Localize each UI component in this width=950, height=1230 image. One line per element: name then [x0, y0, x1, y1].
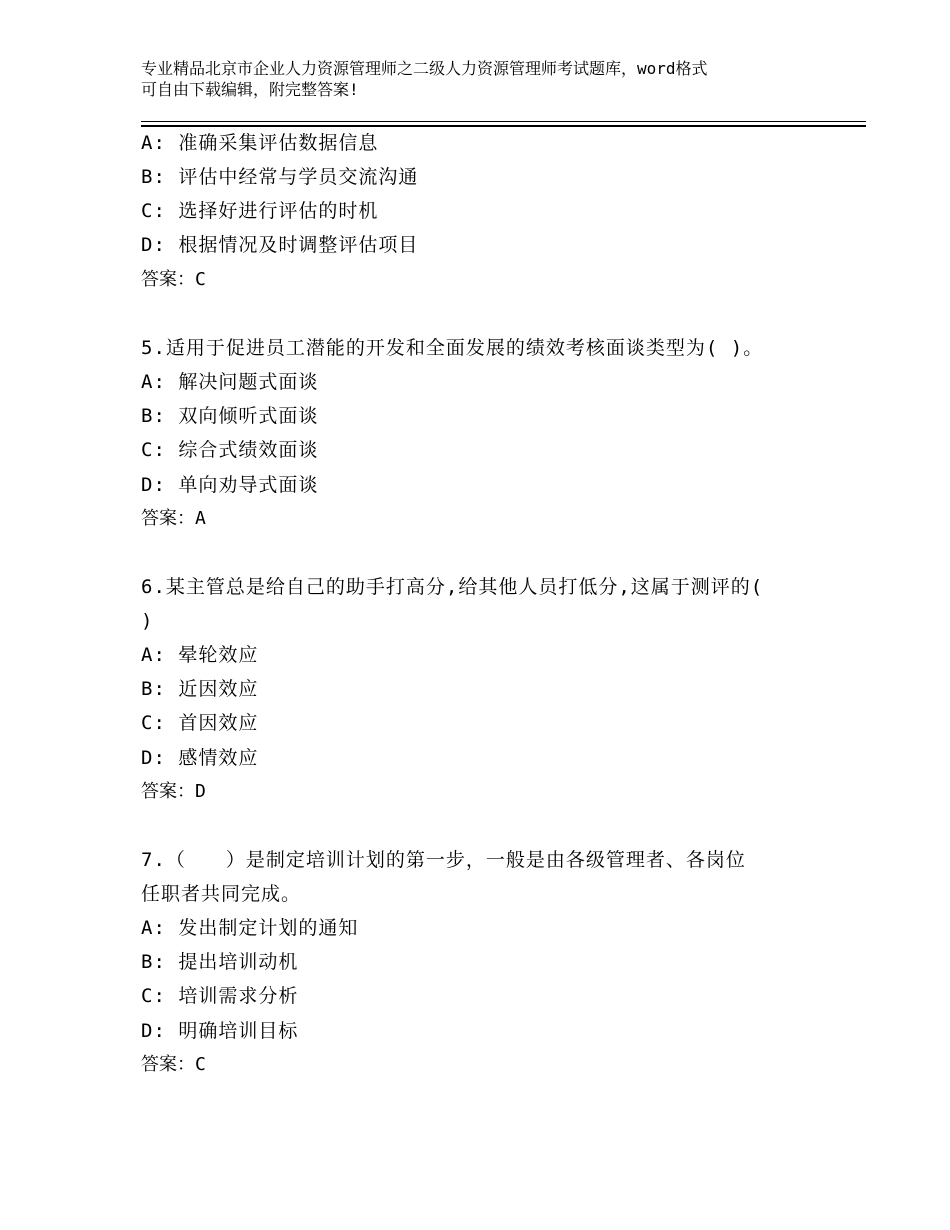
q4-option-a: A: 准确采集评估数据信息	[141, 132, 379, 154]
q7-question-line-1: 7.（ ）是制定培训计划的第一步，一般是由各级管理者、各岗位	[141, 849, 746, 871]
header-divider-thick	[141, 125, 866, 127]
answer-value: C	[195, 269, 206, 290]
q5-option-b: B: 双向倾听式面谈	[141, 405, 319, 427]
q7-option-d: D: 明确培训目标	[141, 1020, 299, 1042]
q7-option-b: B: 提出培训动机	[141, 951, 299, 973]
q4-answer	[141, 268, 206, 292]
q5-option-d: D: 单向劝导式面谈	[141, 474, 319, 496]
header-line-1: 专业精品北京市企业人力资源管理师之二级人力资源管理师考试题库，word格式	[141, 59, 708, 78]
q4-option-b: B: 评估中经常与学员交流沟通	[141, 166, 419, 188]
q5-option-c: C: 综合式绩效面谈	[141, 439, 319, 461]
q7-option-c: C: 培训需求分析	[141, 985, 299, 1007]
q6-question-line-2: )	[141, 610, 154, 632]
q6-question-line-1: 6.某主管总是给自己的助手打高分,给其他人员打低分,这属于测评的(	[141, 576, 764, 598]
answer-value: D	[195, 781, 206, 802]
document-header	[141, 58, 841, 100]
q5-option-a: A: 解决问题式面谈	[141, 371, 319, 393]
q6-option-d: D: 感情效应	[141, 747, 259, 769]
q7-option-a: A: 发出制定计划的通知	[141, 917, 359, 939]
answer-value: C	[195, 1054, 206, 1075]
answer-label: 答案：	[141, 508, 195, 529]
q6-answer	[141, 780, 206, 804]
q5-answer	[141, 507, 206, 531]
q4-option-c: C: 选择好进行评估的时机	[141, 200, 379, 222]
q4-option-d: D: 根据情况及时调整评估项目	[141, 234, 419, 256]
header-divider-thin	[141, 121, 866, 122]
answer-label: 答案：	[141, 781, 195, 802]
header-line-2: 可自由下载编辑，附完整答案!	[141, 80, 359, 99]
q6-option-c: C: 首因效应	[141, 712, 259, 734]
q7-question-line-2: 任职者共同完成。	[141, 883, 302, 905]
q7-answer	[141, 1053, 206, 1077]
q6-option-a: A: 晕轮效应	[141, 644, 259, 666]
q5-question: 5.适用于促进员工潜能的开发和全面发展的绩效考核面谈类型为( )。	[141, 337, 764, 359]
answer-label: 答案：	[141, 1054, 195, 1075]
answer-label: 答案：	[141, 269, 195, 290]
answer-value: A	[195, 508, 206, 529]
q6-option-b: B: 近因效应	[141, 678, 259, 700]
